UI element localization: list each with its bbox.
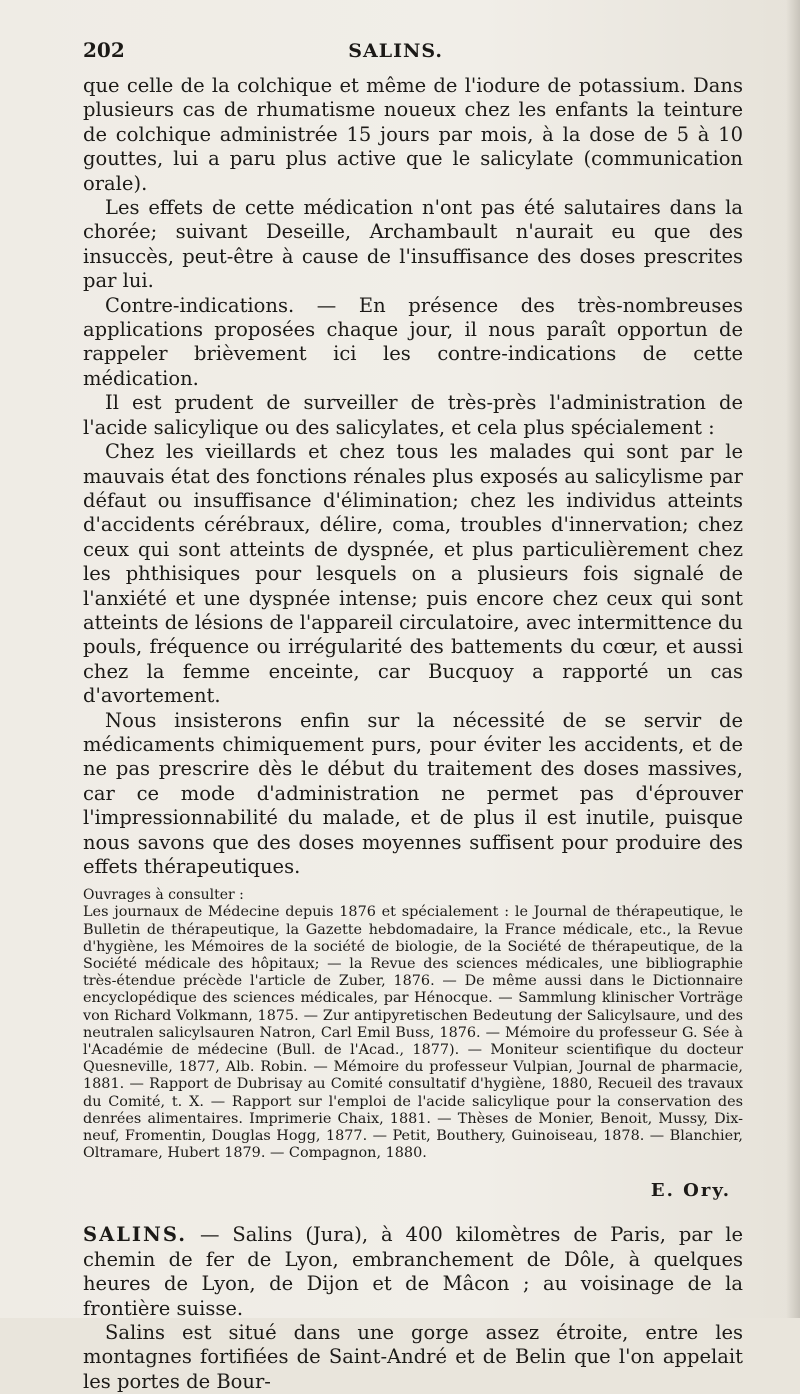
paragraph-contre-indications: Contre-indications. — En présence des très-nombreuses applications proposées chaque jour, il nous paraît opportun de rappeler brièvement ici les contre-indications de cette médication. <box>83 293 743 390</box>
page-number: 202 <box>83 38 125 62</box>
references-heading: Ouvrages à consulter : <box>83 887 244 904</box>
page-edge-shadow <box>786 0 800 1318</box>
salins-intro-text: — Salins (Jura), à 400 kilomètres de Paris, par le chemin de fer de Lyon, embranchement de Dôle, à quelques heures de Lyon, de Dijon et de Mâcon ; au voisinage de la frontière suisse. <box>83 1223 743 1320</box>
references-body: Les journaux de Médecine depuis 1876 et spécialement : le Journal de thérapeutique, le Bulletin de thérapeutique, la Gazette hebdomadaire, la France médicale, etc., la Revue d'hygiène, les Mémoires de la société de biologie, de la Société de thérapeutique, de la Société médicale des hôpitaux; — la Revue des sciences médicales, une bibliographie très-étendue précède l'article de Zuber, 1876. — De même aussi dans le Dictionnaire encyclopédique des sciences médicales, par Hénocque. — Sammlung klinischer Vorträge von Richard Volkmann, 1875. — Zur antipyretischen Bedeutung der Salicylsaure, und des neutralen salicylsauren Natron, Carl Emil Buss, 1876. — Mémoire du professeur G. Sée à l'Académie de médecine (Bull. de l'Acad., 1877). — Moniteur scientifique du docteur Quesneville, 1877, Alb. Robin. — Mémoire du professeur Vulpian, Journal de pharmacie, 1881. — Rapport de Dubrisay au Comité consultatif d'hygiène, 1880, Recueil des travaux du Comité, t. X. — Rapport sur l'emploi de l'acide salicylique pour la conservation des denrées alimentaires. Imprimerie Chaix, 1881. — Thèses de Monier, Benoit, Mussy, Dix-neuf, Fromentin, Douglas Hogg, 1877. — Petit, Bouthery, Guinoiseau, 1878. — Blanchier, Oltramare, Hubert 1879. — Compagnon, 1880. <box>83 904 743 1162</box>
author-signature: E. Ory. <box>650 1180 731 1202</box>
body-text <box>83 74 743 879</box>
salins-paragraph-2: Salins est situé dans une gorge assez étroite, entre les montagnes fortifiées de Saint-André et de Belin que l'on appelait les portes de Bour- <box>83 1321 743 1393</box>
paragraph-continuation: que celle de la colchique et même de l'iodure de potassium. Dans plusieurs cas de rhumatisme noueux chez les enfants la teinture de colchique administrée 15 jours par mois, à la dose de 5 à 10 gouttes, lui a paru plus active que le salicylate (communication orale). <box>83 74 743 195</box>
paragraph-medicaments-purs: Nous insisterons enfin sur la nécessité de se servir de médicaments chimiquement purs, pour éviter les accidents, et de ne pas prescrire dès le début du traitement des doses massives, car ce mode d'administration ne permet pas d'éprouver l'impressionnabilité du malade, et de plus il est inutile, puisque nous savons que des doses moyennes suffisent pour produire des effets thérapeutiques. <box>83 708 743 878</box>
references-section <box>83 887 743 1162</box>
paragraph-surveillance: Il est prudent de surveiller de très-près l'administration de l'acide salicylique ou des salicylates, et cela plus spécialement : <box>83 391 743 439</box>
running-head: SALINS. <box>348 40 443 62</box>
salins-entry <box>83 1223 743 1394</box>
salins-paragraph-1 <box>83 1223 743 1321</box>
page-content <box>83 38 743 1394</box>
paragraph-choree: Les effets de cette médication n'ont pas été salutaires dans la chorée; suivant Deseille, Archambault n'aurait eu que des insuccès, peut-être à cause de l'insuffisance des doses prescrites par lui. <box>83 196 743 293</box>
salins-headword: SALINS. <box>83 1223 188 1247</box>
paragraph-vieillards: Chez les vieillards et chez tous les malades qui sont par le mauvais état des fonctions rénales plus exposés au salicylisme par défaut ou insuffisance d'élimination; chez les individus atteints d'accidents cérébraux, délire, coma, troubles d'innervation; chez ceux qui sont atteints de dyspnée, et plus particulièrement chez les phthisiques pour lesquels on a plusieurs fois signalé de l'anxiété et une dyspnée intense; puis encore chez ceux qui sont atteints de lésions de l'appareil circulatoire, avec intermittence du pouls, fréquence ou irrégularité des battements du cœur, et aussi chez la femme enceinte, car Bucquoy a rapporté un cas d'avortement. <box>83 440 743 708</box>
page-header <box>83 38 743 74</box>
